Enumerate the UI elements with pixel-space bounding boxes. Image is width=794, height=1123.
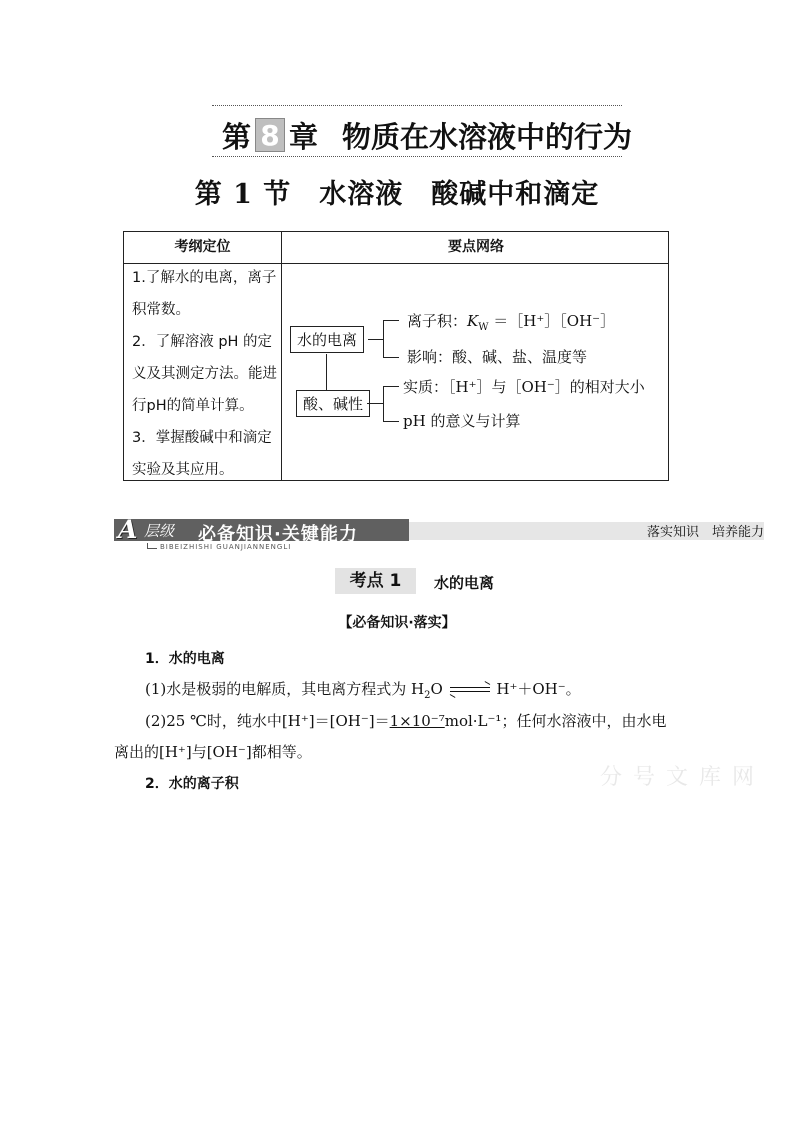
answer-value: 1×10⁻⁷ xyxy=(389,712,445,730)
kaodian-label: 考点 1 xyxy=(335,568,416,594)
connector-line xyxy=(367,403,383,404)
header-network: 要点网络 xyxy=(448,239,504,255)
paragraph-ion-concentration: (2)25 ℃时，纯水中[H⁺]＝[OH⁻]＝1×10⁻⁷mol·L⁻¹；任何水溶液中，由水电 xyxy=(145,712,667,730)
section-title: 第 1 节 水溶液 酸碱中和滴定 xyxy=(194,179,600,210)
chapter-prefix: 第 xyxy=(222,119,252,154)
chapter-title: 物质在水溶液中的行为 xyxy=(342,119,633,154)
section-banner xyxy=(114,517,774,543)
knowledge-heading: 【必备知识·落实】 xyxy=(338,615,456,631)
connector-line xyxy=(383,421,399,422)
kaodian-title: 水的电离 xyxy=(434,574,495,592)
connector-line xyxy=(383,357,399,358)
level-label: 层级 xyxy=(144,522,175,540)
connector-line xyxy=(383,386,384,422)
banner-right-text: 落实知识 培养能力 xyxy=(646,525,764,540)
subheading-water-ionization: 1．水的电离 xyxy=(145,651,225,667)
level-letter: A xyxy=(118,515,138,544)
connector-line xyxy=(383,386,399,387)
equilibrium-arrow-icon xyxy=(450,685,490,695)
connector-line xyxy=(368,339,383,340)
objectives-list xyxy=(132,262,278,486)
banner-title: 必备知识·关键能力 xyxy=(198,524,358,545)
paragraph-continuation: 离出的[H⁺]与[OH⁻]都相等。 xyxy=(114,743,312,761)
watermark: 分 号 文 库 网 xyxy=(600,765,756,790)
chapter-heading xyxy=(222,115,632,155)
chapter-suffix: 章 xyxy=(289,119,319,154)
paragraph-ionization-equation: (1)水是极弱的电解质，其电离方程式为 $H_2O$ H⁺＋OH⁻。 xyxy=(145,680,581,701)
node-water-ionization: 水的电离 xyxy=(290,326,364,353)
connector-line xyxy=(383,320,399,321)
objective-item: 1.了解水的电离，离子积常数。 xyxy=(132,270,277,318)
chapter-number-box: 8 xyxy=(255,118,285,152)
banner-pinyin: BIBEIZHISHI GUANJIANNENGLI xyxy=(160,543,292,551)
node-acidity: 酸、碱性 xyxy=(296,390,370,417)
branch-influence: 影响：酸、碱、盐、温度等 xyxy=(407,348,588,366)
branch-ion-product: 离子积：$K_W$ ＝［H⁺］［OH⁻］ xyxy=(407,312,616,333)
connector-line xyxy=(383,320,384,358)
bottom-dotted-rule xyxy=(212,156,622,157)
header-objectives: 考纲定位 xyxy=(174,239,231,255)
objective-item: 2．了解溶液 pH 的定义及其测定方法。能进行pH的简单计算。 xyxy=(132,334,277,414)
branch-essence: 实质：［H⁺］与［OH⁻］的相对大小 xyxy=(403,378,645,396)
branch-ph: pH 的意义与计算 xyxy=(403,412,521,430)
connector-line xyxy=(326,354,327,390)
top-dotted-rule xyxy=(212,105,622,106)
objective-item: 3．掌握酸碱中和滴定实验及其应用。 xyxy=(132,430,272,478)
subheading-ion-product: 2．水的离子积 xyxy=(145,776,239,792)
overview-table xyxy=(123,231,669,481)
